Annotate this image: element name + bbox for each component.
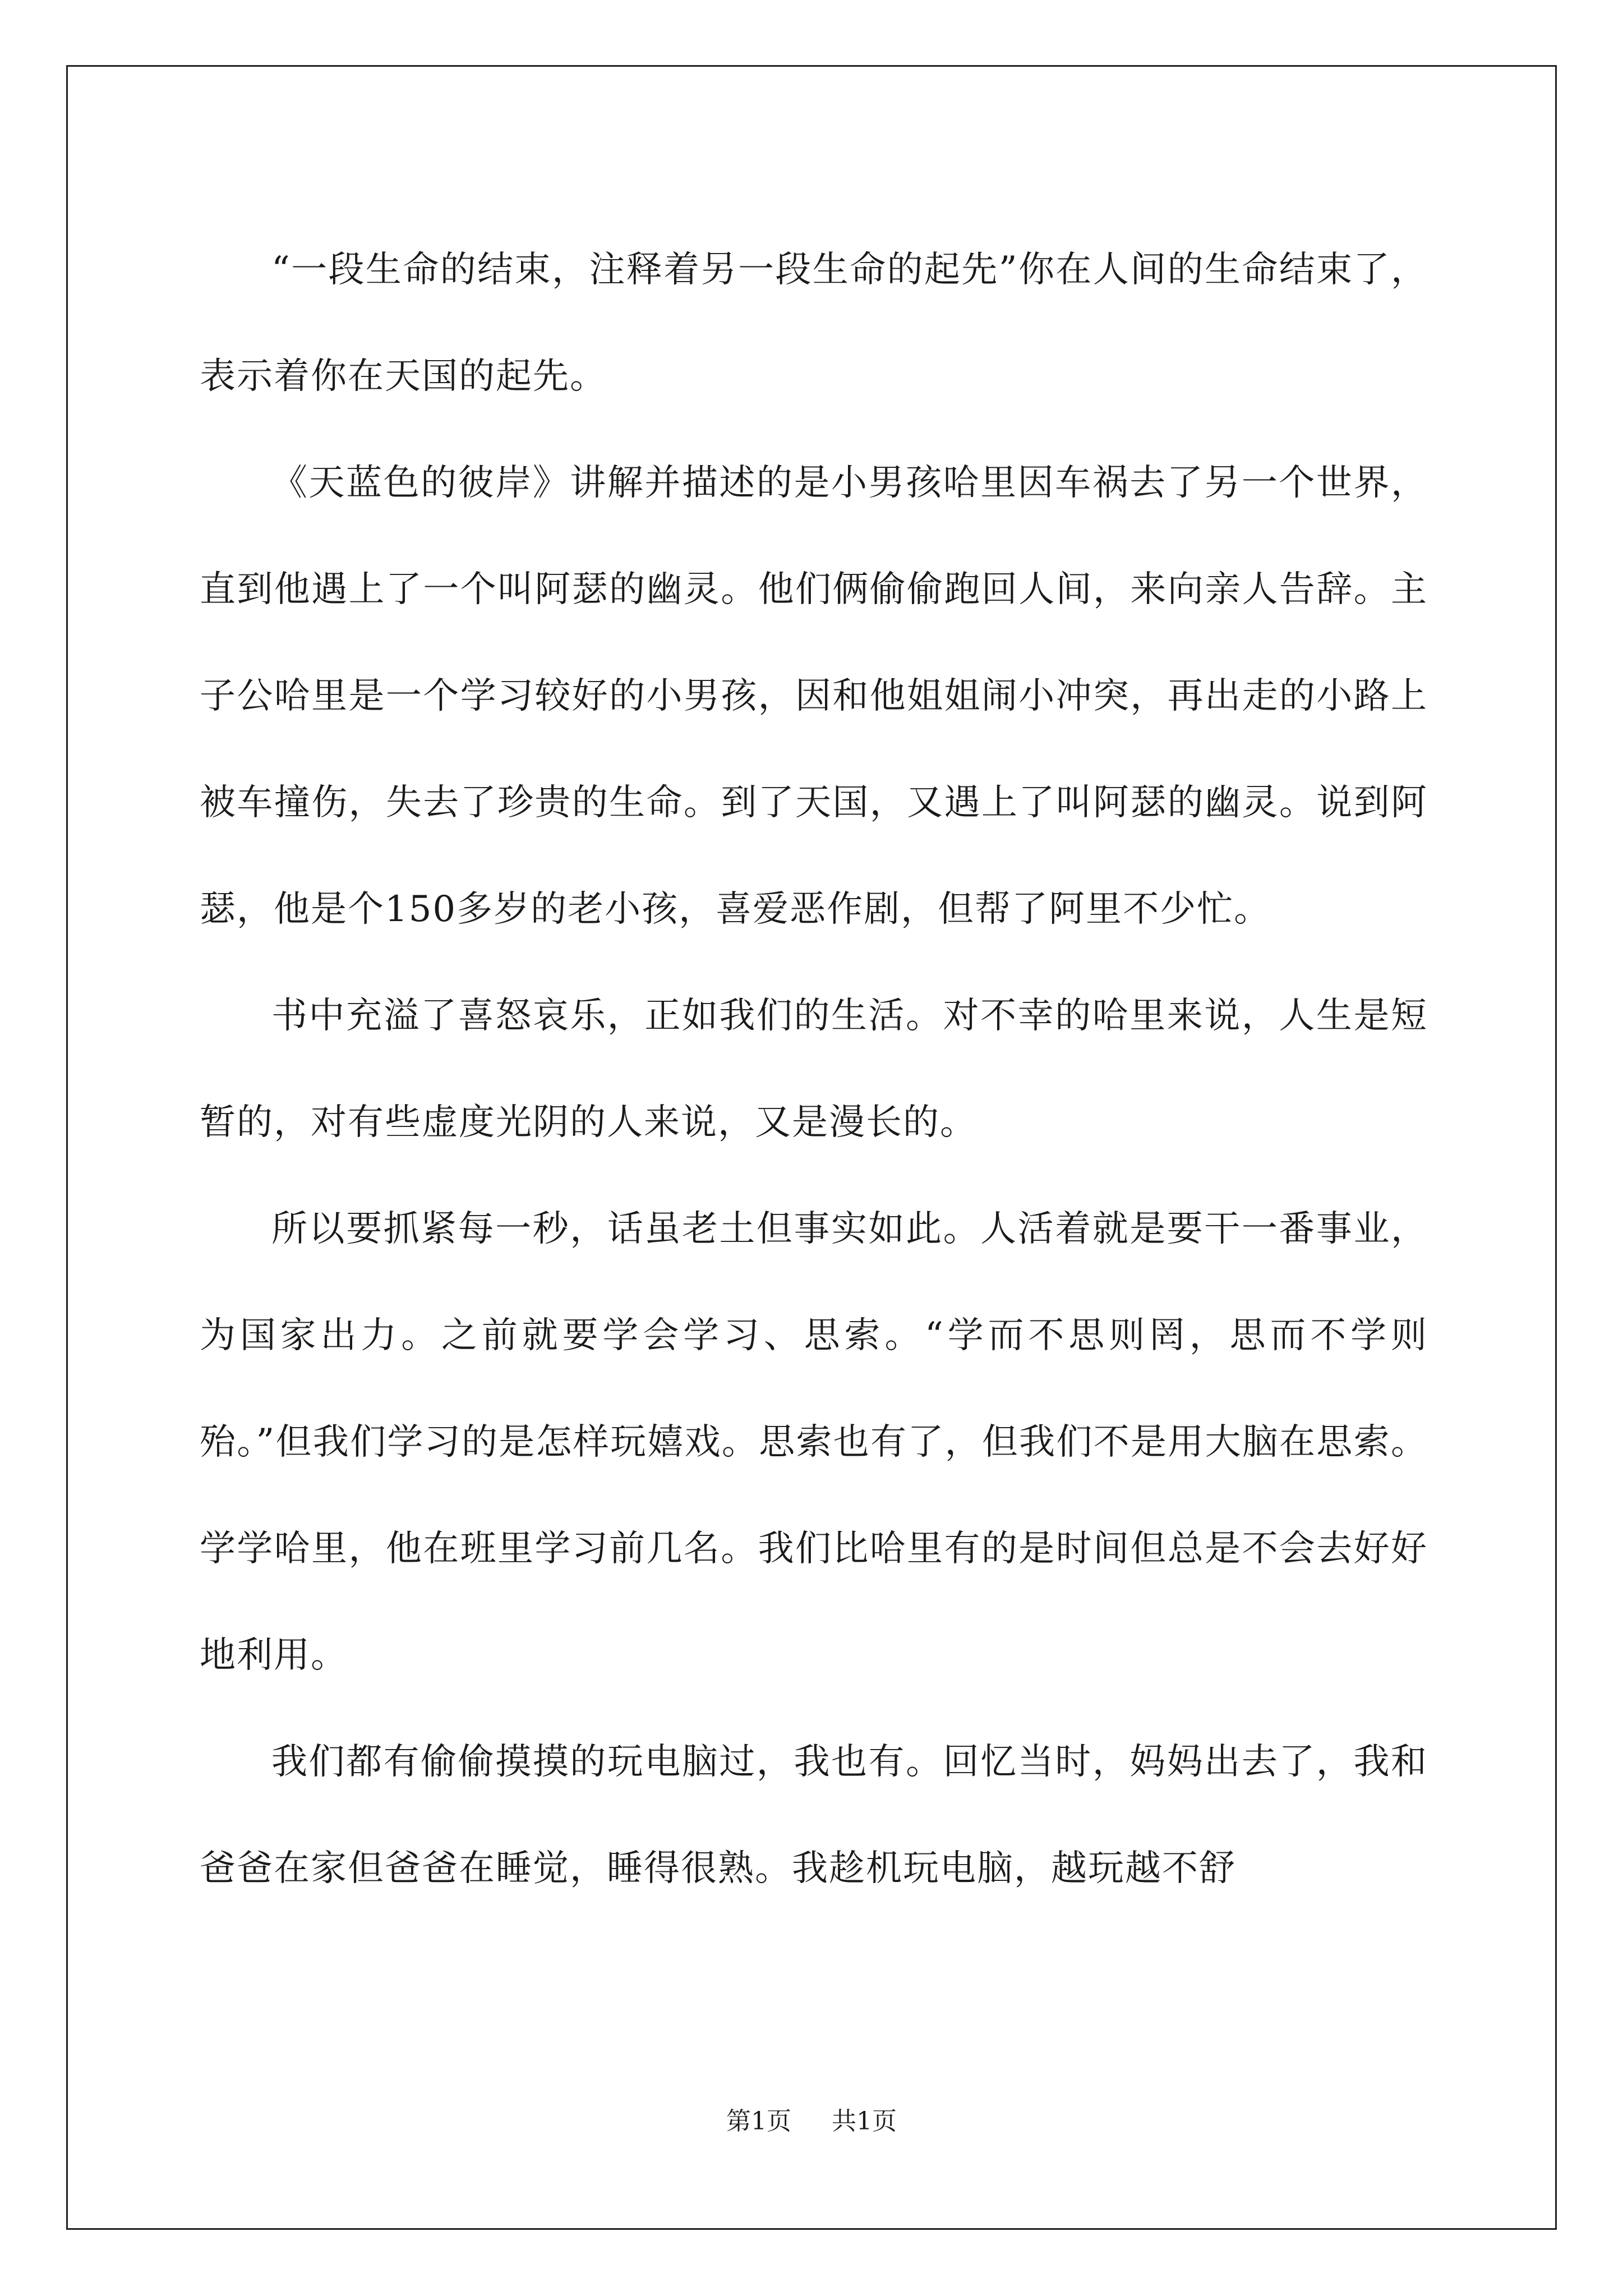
paragraph-5: 我们都有偷偷摸摸的玩电脑过，我也有。回忆当时，妈妈出去了，我和爸爸在家但爸爸在睡觉，睡得很熟。我趁机玩电脑，越玩越不舒 <box>200 1741 1428 1889</box>
page-total: 共1页 <box>832 2107 897 2136</box>
paragraph-4: 所以要抓紧每一秒，话虽老土但事实如此。人活着就是要干一番事业，为国家出力。之前就要学会学习、思索。“学而不思则罔，思而不学则殆。”但我们学习的是怎样玩嬉戏。思索也有了，但我们不是用大脑在思索。学学哈里，他在班里学习前几名。我们比哈里有的是时间但总是不会去好好地利用。 <box>200 1208 1428 1676</box>
page-number: 第1页 <box>726 2107 791 2136</box>
paragraph-3: 书中充溢了喜怒哀乐，正如我们的生活。对不幸的哈里来说，人生是短暂的，对有些虚度光阴的人来说，又是漫长的。 <box>200 995 1428 1143</box>
page-footer <box>0 2105 1623 2138</box>
document-body <box>200 217 1428 1922</box>
paragraph-1: “一段生命的结束，注释着另一段生命的起先”你在人间的生命结束了，表示着你在天国的起先。 <box>200 249 1428 397</box>
paragraph-2: 《天蓝色的彼岸》讲解并描述的是小男孩哈里因车祸去了另一个世界，直到他遇上了一个叫阿瑟的幽灵。他们俩偷偷跑回人间，来向亲人告辞。主子公哈里是一个学习较好的小男孩，因和他姐姐闹小冲突，再出走的小路上被车撞伤，失去了珍贵的生命。到了天国，又遇上了叫阿瑟的幽灵。说到阿瑟，他是个150多岁的老小孩，喜爱恶作剧，但帮了阿里不少忙。 <box>200 462 1428 930</box>
